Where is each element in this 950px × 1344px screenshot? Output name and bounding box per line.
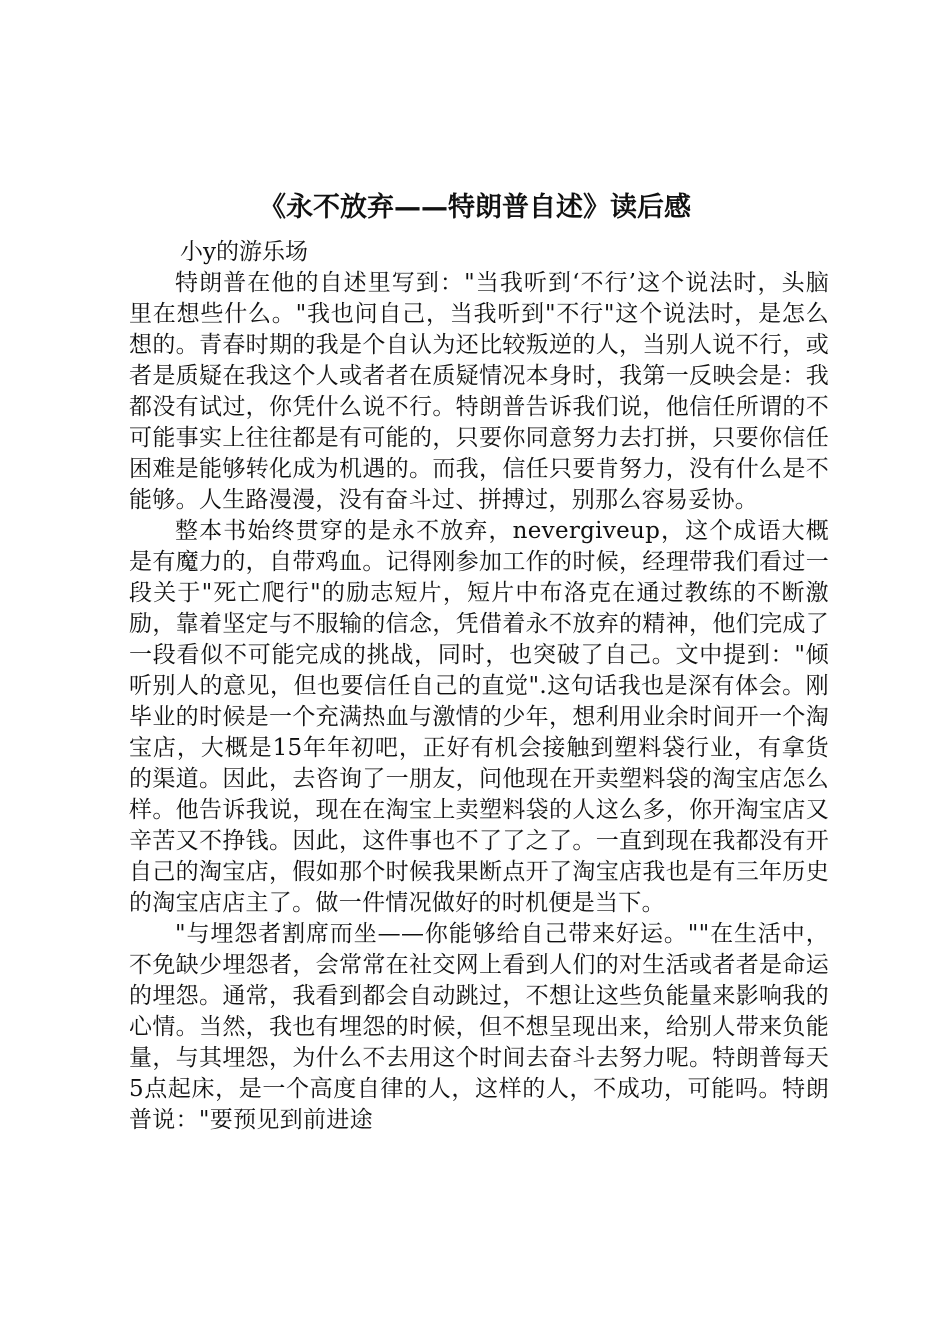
paragraph-3: "与埋怨者割席而坐——你能够给自己带来好运。""在生活中，不免缺少埋怨者，会常常在社交网上看到人们的对生活或者者是命运的埋怨。通常，我看到都会自动跳过，不想让这些负能量来影响我的心情。当然，我也有埋怨的时候，但不想呈现出来，给别人带来负能量，与其埋怨，为什么不去用这个时间去奋斗去努力呢。特朗普每天5点起床，是一个高度自律的人，这样的人，不成功，可能吗。特朗普说："要预见到前进途 <box>129 921 829 1133</box>
paragraph-1: 特朗普在他的自述里写到："当我听到‘不行’这个说法时，头脑里在想些什么。"我也问自己，当我听到"不行"这个说法时，是怎么想的。青春时期的我是个自认为还比较叛逆的人，当别人说不行，或者是质疑在我这个人或者者在质疑情况本身时，我第一反映会是：我都没有试过，你凭什么说不行。特朗普告诉我们说，他信任所谓的不可能事实上往往都是有可能的，只要你同意努力去打拼，只要你信任困难是能够转化成为机遇的。而我，信任只要肯努力，没有什么是不能够。人生路漫漫，没有奋斗过、拼搏过，别那么容易妥协。 <box>129 270 829 513</box>
document-title: 《永不放弃——特朗普自述》读后感 <box>259 192 691 223</box>
author-line: 小y的游乐场 <box>180 239 308 265</box>
document-body <box>129 268 829 1136</box>
paragraph-2: 整本书始终贯穿的是永不放弃，nevergiveup，这个成语大概是有魔力的，自带鸡血。记得刚参加工作的时候，经理带我们看过一段关于"死亡爬行"的励志短片，短片中布洛克在通过教练的不断激励，靠着坚定与不服输的信念，凭借着永不放弃的精神，他们完成了一段看似不可能完成的挑战，同时，也突破了自己。文中提到："倾听别人的意见，但也要信任自己的直觉".这句话我也是深有体会。刚毕业的时候是一个充满热血与激情的少年，想利用业余时间开一个淘宝店，大概是15年年初吧，正好有机会接触到塑料袋行业，有拿货的渠道。因此，去咨询了一朋友，问他现在开卖塑料袋的淘宝店怎么样。他告诉我说，现在在淘宝上卖塑料袋的人这么多，你开淘宝店又辛苦又不挣钱。因此，这件事也不了了之了。一直到现在我都没有开自己的淘宝店，假如那个时候我果断点开了淘宝店我也是有三年历史的淘宝店店主了。做一件情况做好的时机便是当下。 <box>129 518 829 916</box>
